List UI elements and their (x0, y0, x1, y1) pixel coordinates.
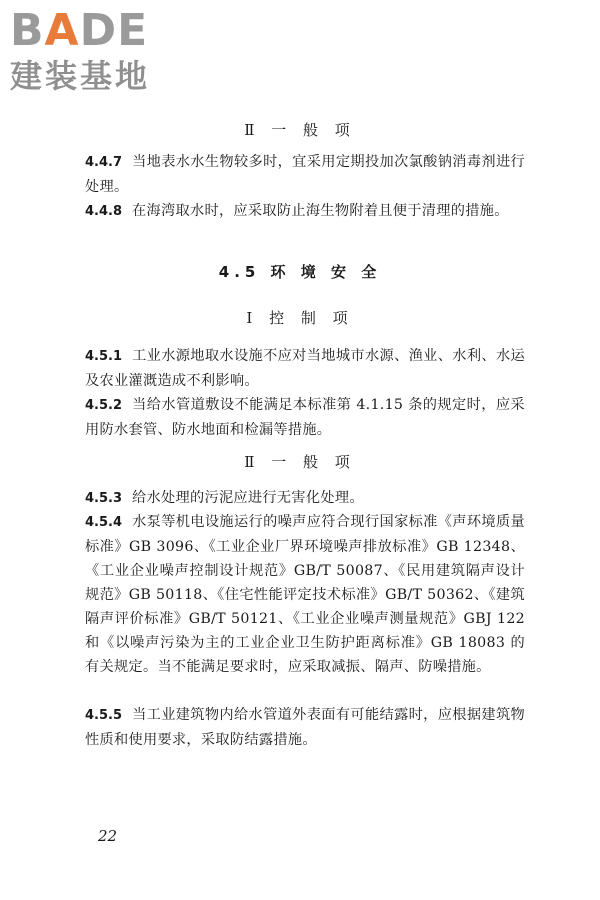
logo-accent-letter: A (44, 5, 80, 56)
clause-text: 工业水源地取水设施不应对当地城市水源、渔业、水利、水运及农业灌溉造成不利影响。 (85, 348, 525, 389)
section-heading-environmental-safety: 4.5 环 境 安 全 (218, 263, 382, 281)
clause-4-5-5 (85, 703, 525, 752)
logo-subtitle: 建装基地 (10, 57, 151, 95)
clause-4-5-2 (85, 393, 525, 442)
clause-4-5-1 (85, 344, 525, 393)
clause-number: 4.5.5 (85, 708, 123, 723)
clause-number: 4.5.1 (85, 349, 123, 364)
clause-4-5-4 (85, 510, 525, 679)
section-heading-general-2: Ⅱ 一 般 项 (244, 453, 356, 471)
clause-text: 当给水管道敷设不能满足本标准第 4.1.15 条的规定时，应采用防水套管、防水地面和检漏等措施。 (85, 397, 525, 438)
section-heading-general: Ⅱ 一 般 项 (244, 121, 356, 139)
logo-wordmark (10, 6, 148, 56)
clause-text: 给水处理的污泥应进行无害化处理。 (132, 490, 364, 506)
clause-text: 在海湾取水时，应采取防止海生物附着且便于清理的措施。 (132, 203, 509, 219)
clause-number: 4.4.7 (85, 155, 123, 170)
logo-letters-start: B (10, 5, 45, 56)
clause-number: 4.5.4 (85, 515, 123, 530)
clause-text: 当地表水水生物较多时，宜采用定期投加次氯酸钠消毒剂进行处理。 (85, 154, 525, 195)
logo-letters-end: DE (79, 5, 149, 56)
clause-4-4-8 (85, 199, 525, 224)
clause-4-5-3 (85, 486, 525, 511)
clause-text: 当工业建筑物内给水管道外表面有可能结露时，应根据建筑物性质和使用要求，采取防结露措施。 (85, 707, 525, 748)
clause-number: 4.5.2 (85, 398, 123, 413)
clause-number: 4.4.8 (85, 204, 123, 219)
clause-number: 4.5.3 (85, 491, 123, 506)
clause-text: 水泵等机电设施运行的噪声应符合现行国家标准《声环境质量标准》GB 3096、《工业企业厂界环境噪声排放标准》GB 12348、《工业企业噪声控制设计规范》GB/T 50087、《民用建筑隔声设计规范》GB 50118、《住宅性能评定技术标准》GB/T 50362、《建筑隔声评价标准》GB/T 50121、《工业企业噪声测量规范》GBJ 122 和《以噪声污染为主的工业企业卫生防护距离标准》GB 18083 的有关规定。当不能满足要求时，应采取减振、隔声、防噪措施。 (85, 514, 525, 675)
bade-logo (10, 6, 175, 98)
section-heading-control: Ⅰ 控 制 项 (246, 309, 354, 327)
clause-4-4-7 (85, 150, 525, 199)
page-number: 22 (98, 827, 118, 845)
